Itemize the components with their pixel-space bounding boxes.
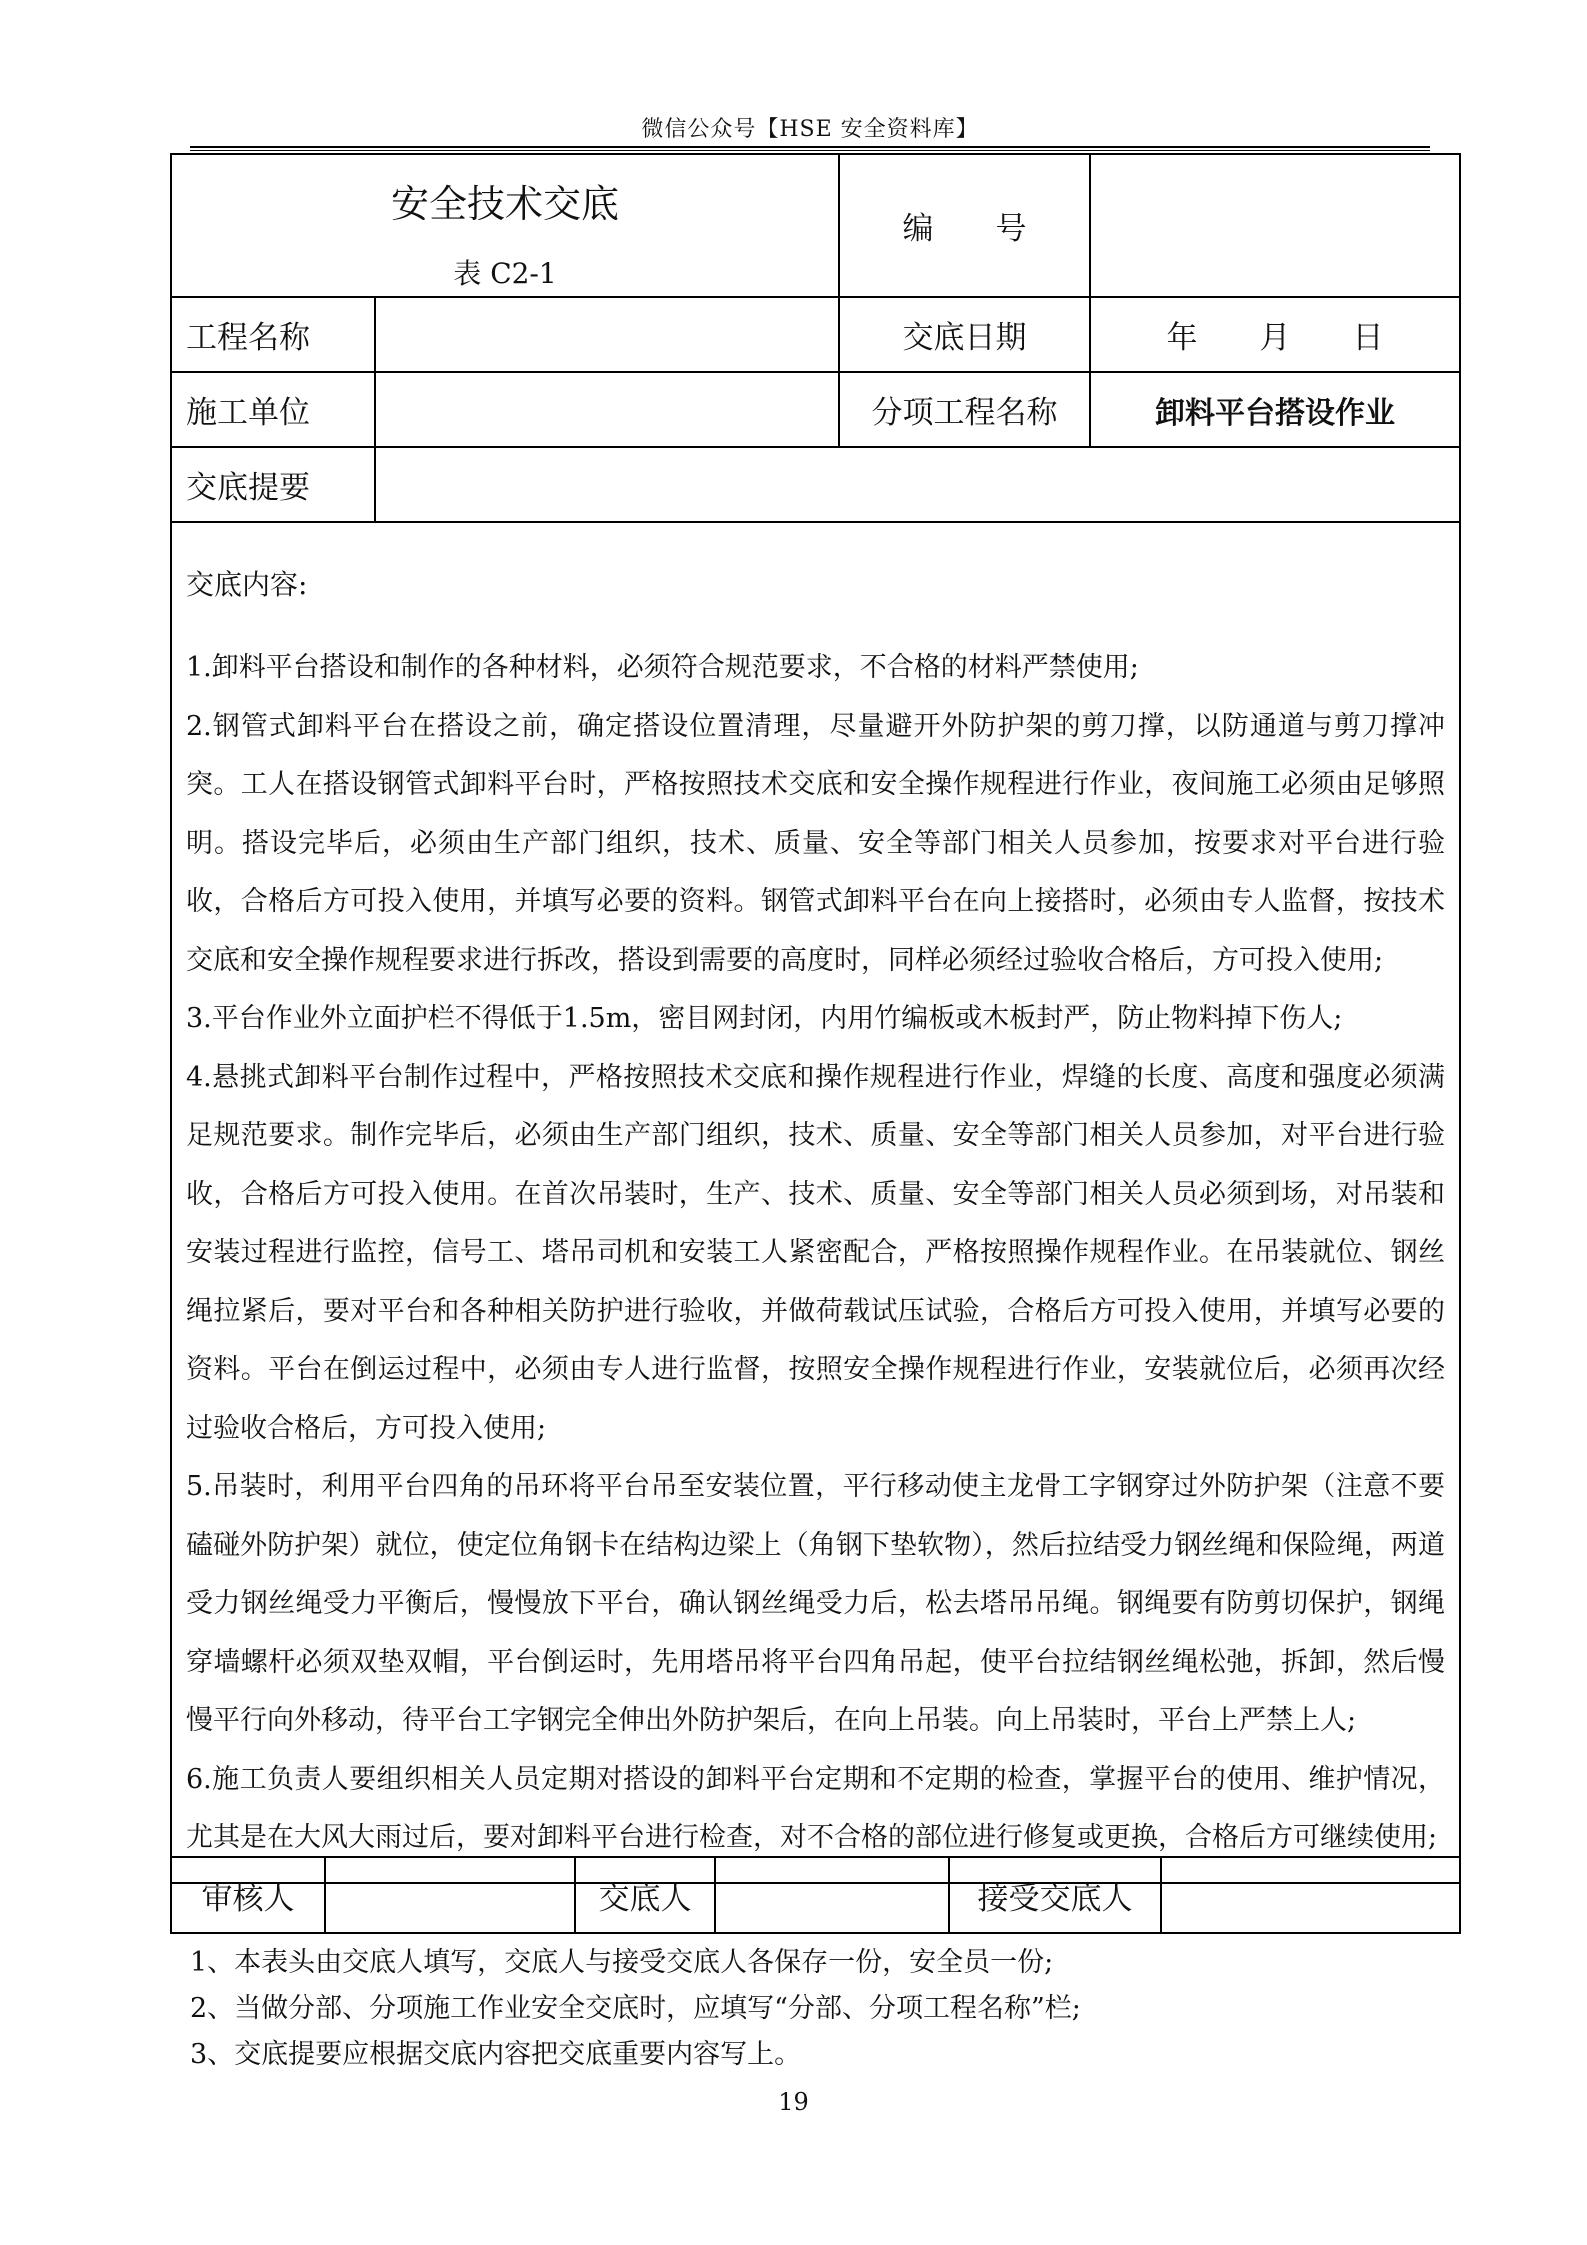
- footnote-item: 1、本表头由交底人填写，交底人与接受交底人各保存一份，安全员一份;: [190, 1947, 1054, 1978]
- content-paragraph: 2.钢管式卸料平台在搭设之前，确定搭设位置清理，尽量避开外防护架的剪刀撑，以防通道与剪刀撑冲突。工人在搭设钢管式卸料平台时，严格按照技术交底和安全操作规程进行作业，夜间施工必须由足够照明。搭设完毕后，必须由生产部门组织，技术、质量、安全等部门相关人员参加，按要求对平台进行验收，合格后方可投入使用，并填写必要的资料。钢管式卸料平台在向上接搭时，必须由专人监督，按技术交底和安全操作规程要求进行拆改，搭设到需要的高度时，同样必须经过验收合格后，方可投入使用;: [186, 710, 1446, 976]
- number-field[interactable]: [1090, 154, 1460, 297]
- form-title: 安全技术交底: [391, 182, 620, 226]
- header-rule: [190, 146, 1430, 151]
- project-name-field[interactable]: [375, 297, 839, 372]
- footnotes: [190, 1940, 1081, 2078]
- project-name-label: 工程名称: [171, 297, 375, 372]
- disclosure-form-table: [170, 153, 1461, 1884]
- document-header: 微信公众号【HSE 安全资料库】: [641, 117, 979, 142]
- receiver-field[interactable]: [1161, 1857, 1460, 1933]
- discloser-label: 交底人: [575, 1857, 715, 1933]
- construction-unit-field[interactable]: [375, 372, 839, 447]
- construction-unit-label: 施工单位: [171, 372, 375, 447]
- content-title: 交底内容:: [186, 568, 308, 601]
- content-paragraph: 1.卸料平台搭设和制作的各种材料，必须符合规范要求，不合格的材料严禁使用;: [186, 652, 1139, 683]
- form-code: 表 C2-1: [453, 257, 557, 290]
- sub-project-field[interactable]: 卸料平台搭设作业: [1090, 372, 1460, 447]
- receiver-label: 接受交底人: [949, 1857, 1161, 1933]
- footnote-item: 3、交底提要应根据交底内容把交底重要内容写上。: [190, 2039, 802, 2070]
- date-label: 交底日期: [839, 297, 1090, 372]
- number-label: 编 号: [839, 154, 1090, 297]
- sub-project-label: 分项工程名称: [839, 372, 1090, 447]
- discloser-field[interactable]: [715, 1857, 949, 1933]
- reviewer-field[interactable]: [325, 1857, 575, 1933]
- content-paragraph: 6.施工负责人要组织相关人员定期对搭设的卸料平台定期和不定期的检查，掌握平台的使用、维护情况，尤其是在大风大雨过后，要对卸料平台进行检查，对不合格的部位进行修复或更换，合格后方可继续使用;: [186, 1763, 1446, 1853]
- summary-field[interactable]: [375, 447, 1460, 522]
- form-title-cell: [171, 154, 839, 297]
- content-paragraph: 5.吊装时，利用平台四角的吊环将平台吊至安装位置，平行移动使主龙骨工字钢穿过外防护架（注意不要磕碰外防护架）就位，使定位角钢卡在结构边梁上（角钢下垫软物），然后拉结受力钢丝绳和保险绳，两道受力钢丝绳受力平衡后，慢慢放下平台，确认钢丝绳受力后，松去塔吊吊绳。钢绳要有防剪切保护，钢绳穿墙螺杆必须双垫双帽，平台倒运时，先用塔吊将平台四角吊起，使平台拉结钢丝绳松弛，拆卸，然后慢慢平行向外移动，待平台工字钢完全伸出外防护架后，在向上吊装。向上吊装时，平台上严禁上人;: [186, 1471, 1446, 1736]
- date-field[interactable]: 年 月 日: [1090, 297, 1460, 372]
- reviewer-label: 审核人: [171, 1857, 325, 1933]
- content-section: [171, 522, 1460, 1883]
- content-paragraph: 4.悬挑式卸料平台制作过程中，严格按照技术交底和操作规程进行作业，焊缝的长度、高度和强度必须满足规范要求。制作完毕后，必须由生产部门组织，技术、质量、安全等部门相关人员参加，对平台进行验收，合格后方可投入使用。在首次吊装时，生产、技术、质量、安全等部门相关人员必须到场，对吊装和安装过程进行监控，信号工、塔吊司机和安装工人紧密配合，严格按照操作规程作业。在吊装就位、钢丝绳拉紧后，要对平台和各种相关防护进行验收，并做荷载试压试验，合格后方可投入使用，并填写必要的资料。平台在倒运过程中，必须由专人进行监督，按照安全操作规程进行作业，安装就位后，必须再次经过验收合格后，方可投入使用;: [186, 1061, 1446, 1444]
- signature-table: [170, 1856, 1461, 1934]
- content-paragraph: 3.平台作业外立面护栏不得低于1.5m，密目网封闭，内用竹编板或木板封严，防止物料掉下伤人;: [186, 1003, 1343, 1034]
- page-number: 19: [778, 2088, 809, 2116]
- footnote-item: 2、当做分部、分项施工作业安全交底时，应填写“分部、分项工程名称”栏;: [190, 1993, 1081, 2024]
- summary-label: 交底提要: [171, 447, 375, 522]
